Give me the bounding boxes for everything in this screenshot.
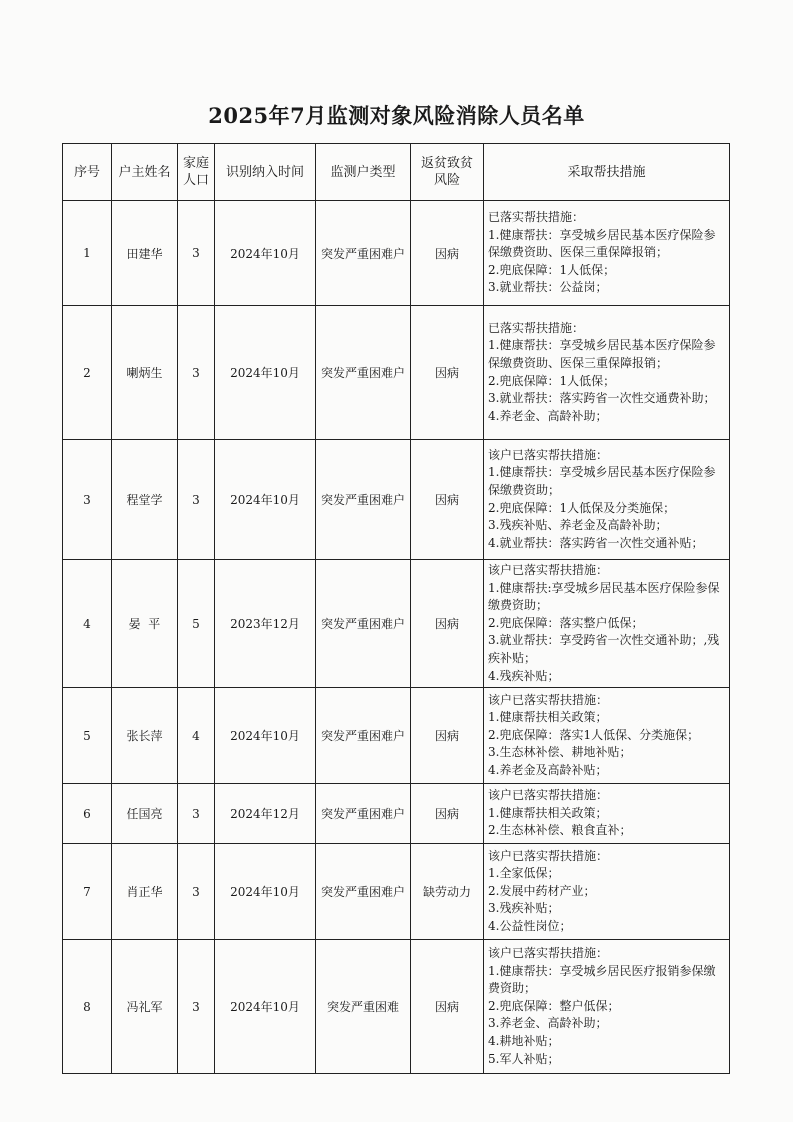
table-row: [63, 844, 730, 940]
cell-time: 2024年10月: [215, 306, 316, 440]
cell-family: 3: [178, 940, 215, 1074]
header-name: 户主姓名: [112, 144, 178, 201]
header-seq: 序号: [63, 144, 112, 201]
header-type: 监测户类型: [316, 144, 411, 201]
measure-line: 1.健康帮扶：享受城乡居民基本医疗保险参保缴费资助、医保三重保障报销；: [488, 227, 716, 260]
measure-line: 4.残疾补贴；: [488, 668, 560, 683]
cell-time: 2024年10月: [215, 940, 316, 1074]
measure-line: 3.就业帮扶：落实跨省一次性交通费补助；: [488, 391, 716, 406]
cell-measures: [484, 440, 730, 560]
cell-risk: 因病: [411, 201, 484, 306]
cell-measures: [484, 688, 730, 784]
cell-risk: 因病: [411, 784, 484, 844]
cell-name: 冯礼军: [112, 940, 178, 1074]
cell-type: 突发严重困难户: [316, 306, 411, 440]
measure-line: 2.兜底保障：落实整户低保；: [488, 615, 644, 630]
measure-line: 1.健康帮扶:享受城乡居民基本医疗保险参保缴费资助；: [488, 580, 720, 613]
measure-line: 1.全家低保；: [488, 866, 560, 881]
table-row: [63, 201, 730, 306]
cell-name: 喇炳生: [112, 306, 178, 440]
cell-family: 4: [178, 688, 215, 784]
cell-type: 突发严重困难户: [316, 844, 411, 940]
cell-risk: 因病: [411, 560, 484, 688]
cell-time: 2024年12月: [215, 784, 316, 844]
cell-type: 突发严重困难户: [316, 784, 411, 844]
header-family: [178, 144, 215, 201]
table-row: [63, 560, 730, 688]
measure-line: 2.兜底保障：整户低保；: [488, 998, 620, 1013]
measure-line: 4.耕地补贴；: [488, 1034, 560, 1049]
measure-line: 该户已落实帮扶措施：: [488, 692, 609, 707]
cell-time: 2024年10月: [215, 440, 316, 560]
measure-line: 该户已落实帮扶措施：: [488, 563, 609, 577]
measure-line: 该户已落实帮扶措施：: [488, 447, 609, 462]
header-risk-line1: 返贫致贫: [420, 156, 473, 171]
cell-family: 3: [178, 844, 215, 940]
measure-line: 已落实帮扶措施：: [488, 210, 585, 225]
cell-seq: 2: [63, 306, 112, 440]
cell-time: 2024年10月: [215, 201, 316, 306]
cell-family: 5: [178, 560, 215, 688]
cell-seq: 3: [63, 440, 112, 560]
cell-type: 突发严重困难户: [316, 688, 411, 784]
cell-name: 肖正华: [112, 844, 178, 940]
cell-risk: 因病: [411, 306, 484, 440]
cell-name: 张长萍: [112, 688, 178, 784]
table-row: [63, 688, 730, 784]
table-header-row: [63, 144, 730, 201]
cell-family: 3: [178, 306, 215, 440]
cell-time: 2023年12月: [215, 560, 316, 688]
cell-seq: 6: [63, 784, 112, 844]
header-risk-line2: 风险: [433, 173, 460, 188]
measure-line: 2.兜底保障：1人低保及分类施保；: [488, 500, 676, 515]
cell-measures: [484, 784, 730, 844]
measure-line: 2.兜底保障：1人低保；: [488, 262, 616, 277]
cell-measures: [484, 560, 730, 688]
cell-name: 任国亮: [112, 784, 178, 844]
measure-line: 1.健康帮扶相关政策；: [488, 805, 608, 820]
cell-seq: 8: [63, 940, 112, 1074]
measure-line: 2.生态林补偿、粮食直补；: [488, 823, 632, 838]
measure-line: 2.兜底保障：1人低保；: [488, 373, 616, 388]
document-title: 2025年7月监测对象风险消除人员名单: [208, 103, 585, 128]
measure-line: 2.兜底保障：落实1人低保、分类施保；: [488, 727, 700, 742]
measure-line: 3.养老金、高龄补助；: [488, 1016, 608, 1031]
header-measures: 采取帮扶措施: [484, 144, 730, 201]
cell-measures: [484, 844, 730, 940]
cell-seq: 1: [63, 201, 112, 306]
cell-name: 晏 平: [112, 560, 178, 688]
header-time: 识别纳入时间: [215, 144, 316, 201]
table-row: [63, 440, 730, 560]
measure-line: 1.健康帮扶相关政策；: [488, 710, 608, 725]
cell-type: 突发严重困难户: [316, 201, 411, 306]
cell-risk: 因病: [411, 688, 484, 784]
table-row: [63, 784, 730, 844]
measure-line: 3.残疾补贴；: [488, 901, 560, 916]
cell-name: 田建华: [112, 201, 178, 306]
cell-time: 2024年10月: [215, 844, 316, 940]
measure-line: 3.就业帮扶：享受跨省一次性交通补助；,残疾补贴；: [488, 633, 720, 665]
roster-table: [62, 143, 730, 1074]
cell-family: 3: [178, 784, 215, 844]
cell-seq: 5: [63, 688, 112, 784]
cell-family: 3: [178, 201, 215, 306]
cell-seq: 4: [63, 560, 112, 688]
cell-risk: 因病: [411, 440, 484, 560]
measure-line: 1.健康帮扶：享受城乡居民基本医疗保险参保缴费资助、医保三重保障报销；: [488, 338, 716, 370]
cell-risk: 缺劳动力: [411, 844, 484, 940]
cell-name: 程堂学: [112, 440, 178, 560]
cell-type: 突发严重困难户: [316, 440, 411, 560]
measure-line: 4.养老金、高龄补助；: [488, 408, 608, 423]
measure-line: 该户已落实帮扶措施：: [488, 848, 609, 863]
cell-measures: [484, 940, 730, 1074]
header-family-line2: 人口: [182, 173, 209, 188]
measure-line: 5.军人补贴；: [488, 1051, 560, 1066]
cell-family: 3: [178, 440, 215, 560]
measure-line: 该户已落实帮扶措施：: [488, 946, 609, 961]
cell-risk: 因病: [411, 940, 484, 1074]
measure-line: 已落实帮扶措施：: [488, 320, 585, 335]
cell-type: 突发严重困难: [316, 940, 411, 1074]
table-row: [63, 940, 730, 1074]
measure-line: 3.残疾补贴、养老金及高龄补助；: [488, 518, 668, 533]
cell-seq: 7: [63, 844, 112, 940]
cell-measures: [484, 201, 730, 306]
measure-line: 1.健康帮扶：享受城乡居民医疗报销参保缴费资助；: [488, 963, 716, 996]
measure-line: 3.就业帮扶：公益岗；: [488, 280, 608, 295]
measure-line: 4.公益性岗位；: [488, 919, 572, 934]
header-family-line1: 家庭: [182, 156, 209, 171]
table-row: [63, 306, 730, 440]
measure-line: 4.养老金及高龄补贴；: [488, 763, 608, 778]
cell-type: 突发严重困难户: [316, 560, 411, 688]
header-risk: [411, 144, 484, 201]
cell-time: 2024年10月: [215, 688, 316, 784]
measure-line: 1.健康帮扶：享受城乡居民基本医疗保险参保缴费资助；: [488, 465, 716, 497]
measure-line: 3.生态林补偿、耕地补贴；: [488, 745, 632, 760]
measure-line: 该户已落实帮扶措施：: [488, 788, 609, 803]
measure-line: 4.就业帮扶：落实跨省一次性交通补贴；: [488, 535, 704, 550]
measure-line: 2.发展中药材产业；: [488, 883, 596, 898]
cell-measures: [484, 306, 730, 440]
